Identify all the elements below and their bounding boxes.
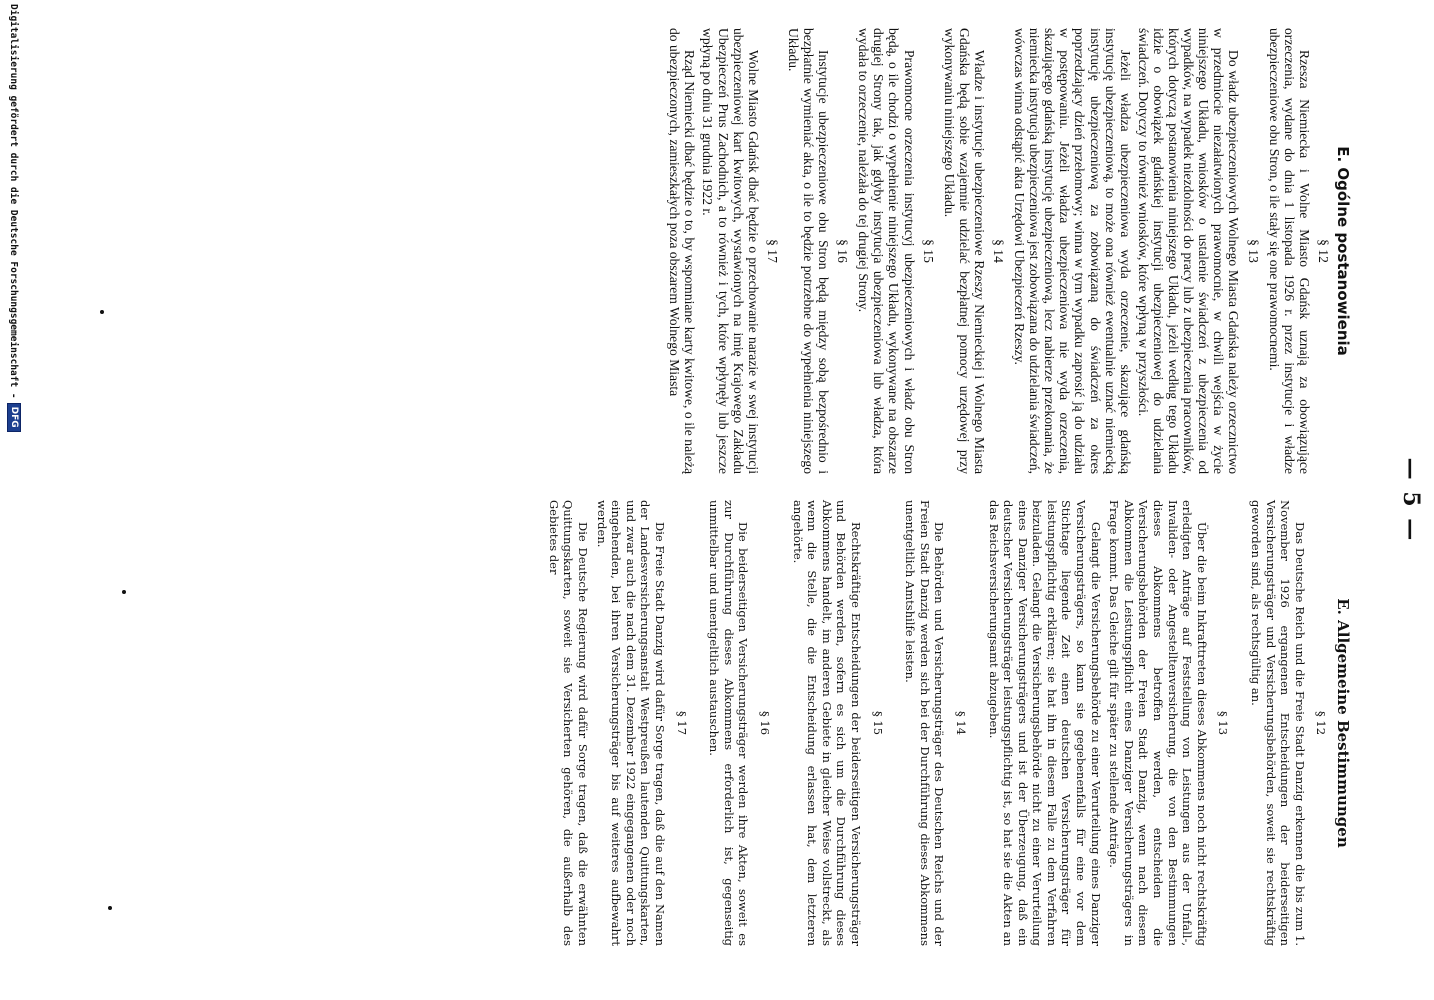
paragraph: Die Freie Stadt Danzig wird dafür Sorge tragen, daß die auf den Namen der Landesversicherungsanstalt Westpreußen lautenden Quittungskarten, und zwar auch die nach dem 31. Dezember 1922 eingegangenen oder noch eingehenden, bei ihren Versicherungsträger bis auf weiteres aufbewahrt werden. — [594, 500, 668, 946]
german-section-12 — [1248, 500, 1328, 946]
section-mark: § 13 — [1216, 710, 1231, 736]
section-mark: § 14 — [953, 710, 968, 736]
paragraph: Rechtskräftige Entscheidungen der beiderseitigen Versicherungsträger und Behörden werden, sofern es sich um die Durchführung dieses Abkommens handelt, im anderen Gebiete in gleicher Weise vollstreckt, als wenn die Stelle, die die Entscheidung erlassen hat, dem letzteren angehörte. — [790, 500, 863, 946]
credit-text: Digitalisierung gefördert durch die Deutsche Forschungsgemeinschaft - — [8, 4, 20, 399]
page-number: — 5 — — [1398, 457, 1424, 543]
section-mark: § 16 — [758, 710, 772, 736]
paragraph: Das Deutsche Reich und die Freie Stadt Danzig erkennen die bis zum 1. November 1926 ergangenen Entscheidungen der beiderseitigen Versicherungsträger und Versicherungsbehörden, soweit sie rechtskräftig geworden sind, als rechtsgültig an. — [1249, 500, 1307, 946]
section-mark: § 15 — [920, 239, 936, 263]
paragraph: Rzesza Niemiecka i Wolne Miasto Gdańsk uznają za obowiązujące orzeczenia, wydane do dnia 1 listopada 1926 r. przez instytucje i władze ubezpieczeniowe obu Stron, o ile stały się one prawomocnemi. — [1266, 28, 1312, 474]
paragraph: Jeżeli władza ubezpieczeniowa wyda orzeczenie, skazujące gdańską instytucję ubezpieczeniową, to może ona również ewentualnie uznać niemiecką instytucję ubezpieczeniową za zobowiązaną do świadczeń za okres poprzedzający dzień przełomowy; winna w tym wypadku zaprosić ją do udziału w postępowaniu. Jeżeli władza ubezpieczeniowa nie wyda orzeczenia, skazującego gdańską instytucję ubezpieczeniową, lecz nabierze przekonania, że niemiecka instytucja ubezpieczeniowa jest zobowiązana do udzielania świadczeń, wówczas winna odstąpić akta Urzędowi Ubezpieczeń Rzeszy. — [1012, 28, 1133, 474]
german-section-13 — [986, 500, 1231, 946]
german-heading: E. Allgemeine Bestimmungen — [1334, 598, 1352, 848]
paragraph: Gelangt die Versicherungsbehörde zu einer Verurteilung eines Danziger Versicherungsträgers, so kann sie gegebenenfalls für eine vor dem Stichtage liegende Zeit einen deutschen Versicherungsträger für leistungspflichtig erklären; sie hat ihn in diesem Falle zu dem Verfahren beizuladen. Gelangt die Versicherungsbehörde nicht zu einer Verurteilung eines Danziger Versicherungsträgers und ist der Überzeugung, daß ein deutscher Versicherungsträger leistungspflichtig ist, so hat sie die Akten an das Reichsversicherungsamt abzugeben. — [986, 500, 1103, 946]
paragraph: Die beiderseitigen Versicherungsträger werden ihre Akten, soweit es zur Durchführung dieses Abkommens erforderlich ist, gegenseitig unmittelbar und unentgeltlich austauschen. — [707, 500, 751, 946]
section-mark: § 14 — [991, 239, 1007, 263]
scan-speck — [122, 590, 126, 594]
paragraph: Die Behörden und Versicherungsträger des Deutschen Reichs und der Freien Stadt Danzig werden sich bei der Durchführung dieses Abkommens unentgeltlich Amtshilfe leisten. — [903, 500, 947, 946]
paragraph: Do władz ubezpieczeniowych Wolnego Miasta Gdańska należy orzecznictwo w przedmiocie niezałatwionych prawomocnie, w chwili wejścia w życie niniejszego Układu, wniosków o ustalenie świadczeń z ubezpieczenia od wypadków, na wypadek niezdolności do pracy lub z ubezpieczenia pracowników, których dotyczą postanowienia niniejszego Układu, jeżeli według tego Układu idzie o obowiązek gdańskiej instytucji ubezpieczeniowej do udzielania świadczeń. Dotyczy to również wniosków, które wpłyną w przyszłości. — [1135, 28, 1242, 474]
polish-section-14 — [942, 28, 1006, 474]
paragraph: Instytucje ubezpieczeniowe obu Stron będą między sobą bezpośrednio i bezpłatnie wymieniać akta, o ile to będzie potrzebne do wypełnienia niniejszego Układu. — [785, 28, 832, 474]
polish-heading: E. Ogólne postanowienia — [1334, 146, 1352, 356]
polish-section-16 — [786, 28, 850, 474]
polish-section-15 — [856, 28, 935, 474]
paragraph: Władze i instytucje ubezpieczeniowe Rzeszy Niemieckiej i Wolnego Miasta Gdańska będą sobie wzajemnie udzielać bezpłatnej pomocy urzędowej przy wykonywaniu niniejszego Układu. — [941, 28, 987, 474]
german-column — [135, 500, 1350, 946]
german-section-15 — [790, 500, 885, 946]
section-mark: § 12 — [1315, 239, 1331, 263]
polish-section-12 — [1267, 28, 1331, 474]
section-mark: § 17 — [764, 239, 780, 263]
section-mark: § 13 — [1245, 239, 1261, 263]
paragraph: Die Deutsche Regierung wird dafür Sorge tragen, daß die erwähnten Quittungskarten, soweit sie Versicherten gehören, die außerhalb des Gebietes der — [546, 500, 591, 946]
scan-speck — [100, 310, 104, 314]
polish-section-17 — [667, 28, 780, 474]
polish-section-13 — [1012, 28, 1261, 474]
section-mark: § 12 — [1314, 710, 1329, 736]
paragraph: Rząd Niemiecki dbać będzie o to, by wspomniane karty kwitowe, o ile należą do ubezpieczonych, zamieszkałych poza obszarem Wolnego Miasta — [667, 28, 698, 474]
section-mark: § 15 — [870, 710, 885, 736]
paragraph: Wolne Miasto Gdańsk dbać będzie o przechowanie narazie w swej instytucji ubezpieczeniowej kart kwitowych, wystawionych na imię Krajowego Zakładu Ubezpieczeń Prus Zachodnich, a to również i tych, które wpłynęły lub jeszcze wpłyną po dniu 31 grudnia 1922 r. — [700, 28, 761, 474]
section-mark: § 17 — [674, 710, 689, 736]
german-section-16 — [707, 500, 772, 946]
scan-speck — [108, 906, 112, 910]
german-section-17 — [546, 500, 688, 946]
german-section-14 — [903, 500, 968, 946]
digitization-credit — [4, 4, 24, 994]
paragraph: Prawomocne orzeczenia instytucyj ubezpieczeniowych i władz obu Stron będą, o ile chodzi o wypełnienie niniejszego Układu, wykonywane na obszarze drugiej Strony tak, jak gdyby instytucja ubezpieczeniowa lub władza, która wydała to orzeczenie, należała do tej drugiej Strony. — [856, 28, 917, 474]
section-mark: § 16 — [835, 239, 851, 263]
dfg-logo-icon: DFG — [7, 403, 21, 432]
paragraph: Über die beim Inkrafttreten dieses Abkommens noch nicht rechtskräftig erledigten Anträge auf Feststellung von Leistungen aus der Unfall-, Invaliden- oder Angestelltenversicherung, die von den Bestimmungen dieses Abkommens betroffen werden, entscheiden die Versicherungsbehörden der Freien Stadt Danzig, wenn nach diesem Abkommen die Leistungspflicht eines Danziger Versicherungsträgers in Frage kommt. Das Gleiche gilt für später zu stellende Anträge. — [1107, 500, 1209, 946]
polish-column — [135, 28, 1350, 474]
